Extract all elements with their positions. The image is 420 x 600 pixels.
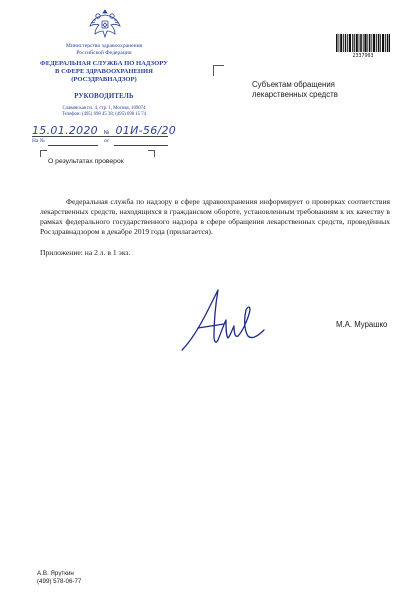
subject-corner-right (148, 150, 155, 157)
reference-from-label: от (104, 138, 109, 144)
agency-line-2: В СФЕРЕ ЗДРАВООХРАНЕНИЯ (55, 68, 153, 75)
recipient-block (252, 80, 338, 99)
head-title: РУКОВОДИТЕЛЬ (74, 93, 134, 100)
recipient-corner-mark (213, 65, 224, 76)
recipient-line-1: Субъектам обращения (252, 80, 335, 89)
registration-underline (32, 136, 168, 137)
phone-line: Телефон: (495) 698 45 38; (495) 698 15 74 (61, 112, 147, 118)
appendix-note: Приложение: на 2 л. в 1 экз. (40, 248, 131, 257)
ministry-line-1: Министерство здравоохранения (65, 43, 143, 49)
registration-date: 15.01.2020 (32, 124, 98, 137)
address-block (44, 106, 164, 118)
subject-corner-left (40, 150, 47, 157)
recipient-line-2: лекарственных средств (252, 89, 338, 99)
letter-subject: О результатах проверок (48, 158, 124, 165)
handwritten-signature (178, 280, 268, 356)
agency-line-3: (РОСЗДРАВНАДЗОР) (71, 76, 137, 83)
address-line: Славянская пл. 4, стр. 1, Москва, 109074 (62, 106, 146, 111)
executor-phone: (499) 578-06-77 (37, 577, 82, 585)
registration-no-label: № (103, 130, 110, 136)
signer-name: М.А. Мурашко (336, 320, 388, 329)
barcode-number: 2337903 (352, 53, 374, 59)
reference-no-blank (48, 145, 98, 146)
reference-no-label: На № (32, 138, 45, 144)
reference-from-blank (114, 145, 168, 146)
registration-number: 01И-56/20 (115, 124, 177, 137)
executor-block (37, 570, 81, 585)
agency-line-1: ФЕДЕРАЛЬНАЯ СЛУЖБА ПО НАДЗОРУ (40, 60, 168, 67)
ministry-line-2: Российской Федерации (76, 49, 132, 56)
executor-name: А.В. Ярүткин (37, 570, 74, 577)
barcode (336, 34, 390, 52)
agency-name (36, 60, 172, 84)
ministry-name (40, 43, 168, 56)
letter-body: Федеральная служба по надзору в сфере здравоохранения информирует о проверках соответствия лекарственных средств, находящихся в гражданском обороте, установленным требованиям к их качеству в рамках федерального государственного надзора в сфере обращения лекарственных средств, проведённых Росздравнадзором в декабре 2019 года (прилагается). (40, 197, 390, 236)
coat-of-arms-emblem (87, 6, 123, 42)
